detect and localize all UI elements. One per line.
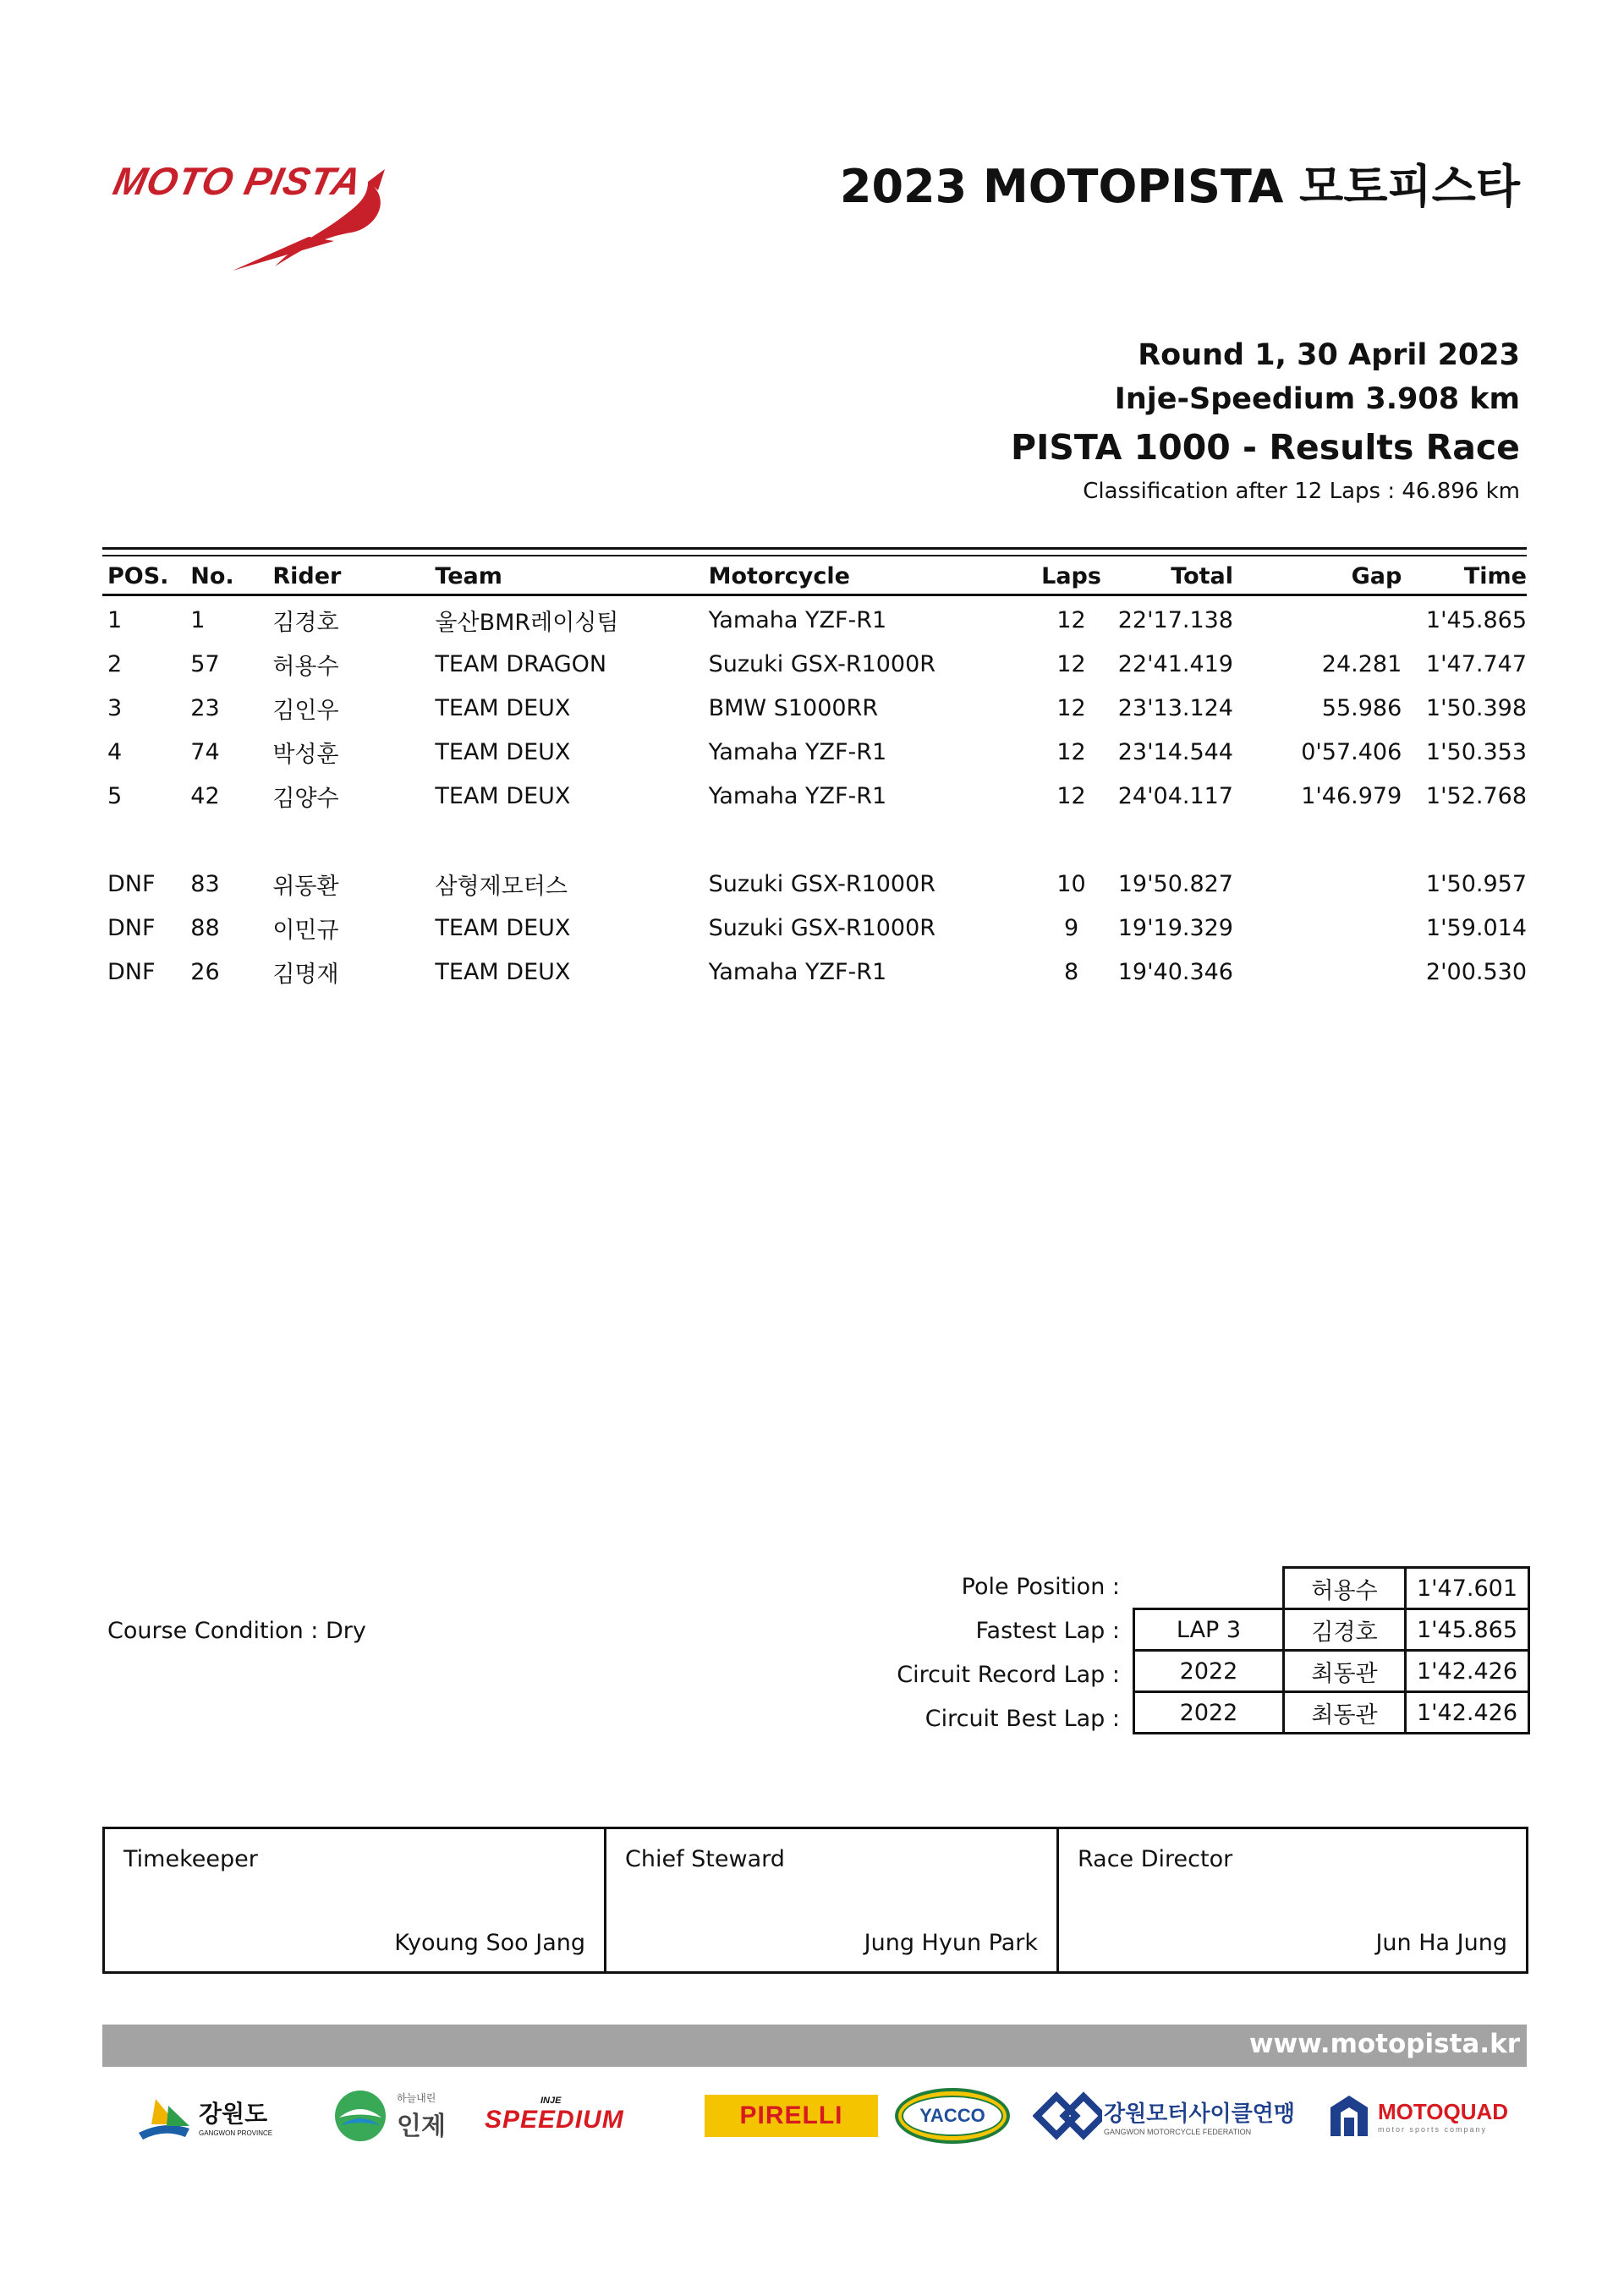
- federation-subtext: GANGWON MOTORCYCLE FEDERATION: [1103, 2127, 1252, 2136]
- cell-time: 1'50.353: [1425, 738, 1527, 765]
- cell-total: 19'40.346: [1117, 958, 1233, 985]
- cell-no: 42: [190, 782, 220, 809]
- cell-pos: 3: [107, 694, 123, 721]
- stat-rider: 김경호: [1284, 1609, 1406, 1651]
- cell-gap: [1233, 906, 1402, 950]
- cell-motorcycle: Yamaha YZF-R1: [708, 782, 887, 809]
- cell-no: 83: [190, 870, 220, 897]
- table-top-rule: [102, 547, 1527, 550]
- cell-time: 1'47.747: [1425, 650, 1527, 677]
- cell-team: TEAM DEUX: [435, 782, 571, 809]
- yacco-text: YACCO: [919, 2105, 985, 2126]
- cell-no: 57: [190, 650, 220, 677]
- cell-time: 2'00.530: [1425, 958, 1527, 985]
- stat-time: 1'42.426: [1406, 1651, 1529, 1692]
- cell-team: TEAM DRAGON: [435, 650, 607, 677]
- cell-team: TEAM DEUX: [435, 914, 571, 941]
- motoquad-logo: [1324, 2082, 1527, 2150]
- cell-rider: 김인우: [272, 697, 339, 724]
- cell-team: 삼형제모터스: [435, 873, 568, 900]
- cell-pos: 2: [107, 650, 123, 677]
- cell-team: TEAM DEUX: [435, 694, 571, 721]
- cell-laps: 10: [1056, 870, 1086, 897]
- stat-lap: LAP 3: [1134, 1609, 1284, 1651]
- page-title: 2023 MOTOPISTA 모토피스타: [839, 160, 1520, 213]
- col-pos: POS.: [107, 562, 169, 589]
- official-name: Jung Hyun Park: [864, 1930, 1038, 1956]
- gangwon-text: 강원도: [199, 2100, 268, 2127]
- cell-team: 울산BMR레이싱팀: [435, 609, 619, 636]
- cell-no: 23: [190, 694, 220, 721]
- stats-row-fastest: [1134, 1609, 1529, 1651]
- cell-total: 22'41.419: [1117, 650, 1233, 677]
- cell-team: TEAM DEUX: [435, 958, 571, 985]
- cell-pos: DNF: [107, 870, 156, 897]
- cell-gap: 0'57.406: [1301, 738, 1402, 765]
- col-total: Total: [1171, 562, 1233, 589]
- cell-pos: 5: [107, 782, 123, 809]
- cell-laps: 12: [1056, 606, 1086, 633]
- stat-lap: 2022: [1134, 1692, 1284, 1734]
- dragon-icon: [114, 148, 385, 275]
- col-gap: Gap: [1351, 562, 1402, 589]
- official-chief-steward: [604, 1829, 1056, 1971]
- cell-rider: 위동환: [272, 873, 339, 900]
- cell-laps: 12: [1056, 782, 1086, 809]
- cell-no: 88: [190, 914, 220, 941]
- course-condition: Course Condition : Dry: [107, 1618, 366, 1644]
- table-row: [102, 906, 1527, 950]
- sponsor-strip: [102, 2082, 1527, 2150]
- cell-laps: 9: [1063, 914, 1079, 941]
- cell-motorcycle: Suzuki GSX-R1000R: [708, 870, 936, 897]
- table-row: [102, 730, 1527, 774]
- stat-time: 1'45.865: [1406, 1609, 1529, 1651]
- pirelli-logo: [705, 2082, 878, 2150]
- col-rider: Rider: [272, 562, 342, 589]
- inje-subtext: 하늘내린: [397, 2091, 436, 2104]
- cell-laps: 12: [1056, 650, 1086, 677]
- cell-gap: 24.281: [1321, 650, 1402, 677]
- cell-time: 1'45.865: [1425, 606, 1527, 633]
- gangwon-subtext: GANGWON PROVINCE: [199, 2129, 273, 2137]
- stats-row-best: [1134, 1692, 1529, 1734]
- cell-motorcycle: Yamaha YZF-R1: [708, 606, 887, 633]
- motoquad-subtext: motor sports company: [1378, 2124, 1488, 2134]
- cell-rider: 박성훈: [272, 741, 339, 768]
- round-date: Round 1, 30 April 2023: [1138, 338, 1520, 372]
- col-motorcycle: Motorcycle: [708, 562, 850, 589]
- cell-rider: 김명재: [272, 961, 339, 988]
- cell-total: 23'14.544: [1117, 738, 1233, 765]
- cell-rider: 김경호: [272, 609, 339, 636]
- inje-logo: [331, 2082, 475, 2150]
- cell-total: 19'19.329: [1117, 914, 1233, 941]
- cell-rider: 허용수: [272, 653, 339, 680]
- cell-motorcycle: Yamaha YZF-R1: [708, 958, 887, 985]
- table-header-row: [102, 554, 1527, 598]
- cell-total: 23'13.124: [1117, 694, 1233, 721]
- federation-logo: [1033, 2082, 1295, 2150]
- pirelli-text: PIRELLI: [739, 2101, 843, 2129]
- url-bar: [102, 2025, 1527, 2067]
- table-row: [102, 862, 1527, 906]
- cell-gap: 1'46.979: [1301, 782, 1402, 809]
- speedium-text: SPEEDIUM: [485, 2106, 624, 2134]
- cell-motorcycle: Suzuki GSX-R1000R: [708, 650, 936, 677]
- federation-text: 강원모터사이클연맹: [1103, 2100, 1295, 2126]
- col-laps: Laps: [1041, 562, 1101, 589]
- cell-time: 1'52.768: [1425, 782, 1527, 809]
- cell-laps: 8: [1063, 958, 1079, 985]
- col-time: Time: [1463, 562, 1527, 589]
- logo-wordmark: MOTO PISTA: [109, 159, 366, 203]
- yacco-logo: [895, 2082, 1013, 2150]
- speedium-subtext: INJE: [540, 2096, 562, 2106]
- speedium-logo: [481, 2082, 686, 2150]
- session-title: PISTA 1000 - Results Race: [1011, 427, 1520, 468]
- table-row: [102, 598, 1527, 642]
- cell-time: 1'59.014: [1425, 914, 1527, 941]
- stat-rider: 허용수: [1284, 1568, 1406, 1609]
- cell-pos: 1: [107, 606, 123, 633]
- federation-icon: [1033, 2091, 1102, 2141]
- cell-gap: [1233, 950, 1402, 994]
- cell-laps: 12: [1056, 694, 1086, 721]
- official-role: Timekeeper: [123, 1846, 258, 1872]
- cell-pos: 4: [107, 738, 123, 765]
- cell-total: 22'17.138: [1117, 606, 1233, 633]
- cell-motorcycle: Suzuki GSX-R1000R: [708, 914, 936, 941]
- cell-pos: DNF: [107, 914, 156, 941]
- cell-team: TEAM DEUX: [435, 738, 571, 765]
- stat-rider: 최동관: [1284, 1692, 1406, 1734]
- gangwon-logo: [134, 2082, 312, 2150]
- official-name: Kyoung Soo Jang: [394, 1930, 585, 1956]
- circuit-name: Inje-Speedium 3.908 km: [1114, 382, 1520, 416]
- motoquad-text: MOTOQUAD: [1378, 2098, 1509, 2124]
- official-role: Race Director: [1078, 1846, 1233, 1872]
- cell-total: 19'50.827: [1117, 870, 1233, 897]
- official-race-director: [1056, 1829, 1526, 1971]
- motopista-logo: [109, 148, 385, 275]
- circuit-record-label: Circuit Record Lap :: [897, 1662, 1120, 1688]
- website-url[interactable]: www.motopista.kr: [1248, 2029, 1520, 2059]
- table-row: [102, 686, 1527, 730]
- cell-laps: 12: [1056, 738, 1086, 765]
- cell-no: 1: [190, 606, 206, 633]
- row-spacer: [102, 818, 1527, 862]
- motoquad-icon: [1324, 2089, 1374, 2143]
- inje-icon: [331, 2088, 390, 2144]
- stat-lap: 2022: [1134, 1651, 1284, 1692]
- cell-no: 26: [190, 958, 220, 985]
- table-row: [102, 950, 1527, 994]
- official-name: Jun Ha Jung: [1375, 1930, 1507, 1956]
- gangwon-icon: [134, 2091, 194, 2141]
- stats-table: [1133, 1566, 1530, 1734]
- official-role: Chief Steward: [625, 1846, 785, 1872]
- stat-rider: 최동관: [1284, 1651, 1406, 1692]
- cell-time: 1'50.957: [1425, 870, 1527, 897]
- fastest-lap-label: Fastest Lap :: [975, 1618, 1120, 1644]
- results-table: [102, 554, 1527, 994]
- cell-rider: 김양수: [272, 785, 339, 812]
- inje-text: 인제: [397, 2112, 446, 2140]
- cell-total: 24'04.117: [1117, 782, 1233, 809]
- cell-gap: [1233, 598, 1402, 642]
- cell-gap: 55.986: [1321, 694, 1402, 721]
- officials-box: [102, 1827, 1528, 1974]
- cell-pos: DNF: [107, 958, 156, 985]
- cell-motorcycle: BMW S1000RR: [708, 694, 879, 721]
- cell-gap: [1233, 862, 1402, 906]
- stats-row-pole: [1134, 1568, 1529, 1609]
- cell-time: 1'50.398: [1425, 694, 1527, 721]
- pole-position-label: Pole Position :: [961, 1574, 1120, 1600]
- classification-info: Classification after 12 Laps : 46.896 km: [1083, 479, 1520, 504]
- circuit-best-label: Circuit Best Lap :: [924, 1706, 1120, 1732]
- cell-rider: 이민규: [272, 917, 339, 944]
- stat-time: 1'42.426: [1406, 1692, 1529, 1734]
- table-row: [102, 642, 1527, 686]
- stat-lap: [1134, 1568, 1284, 1609]
- table-row: [102, 774, 1527, 818]
- col-no: No.: [190, 562, 234, 589]
- stats-row-record: [1134, 1651, 1529, 1692]
- cell-no: 74: [190, 738, 220, 765]
- official-timekeeper: [105, 1829, 604, 1971]
- col-team: Team: [435, 562, 502, 589]
- stat-time: 1'47.601: [1406, 1568, 1529, 1609]
- cell-motorcycle: Yamaha YZF-R1: [708, 738, 887, 765]
